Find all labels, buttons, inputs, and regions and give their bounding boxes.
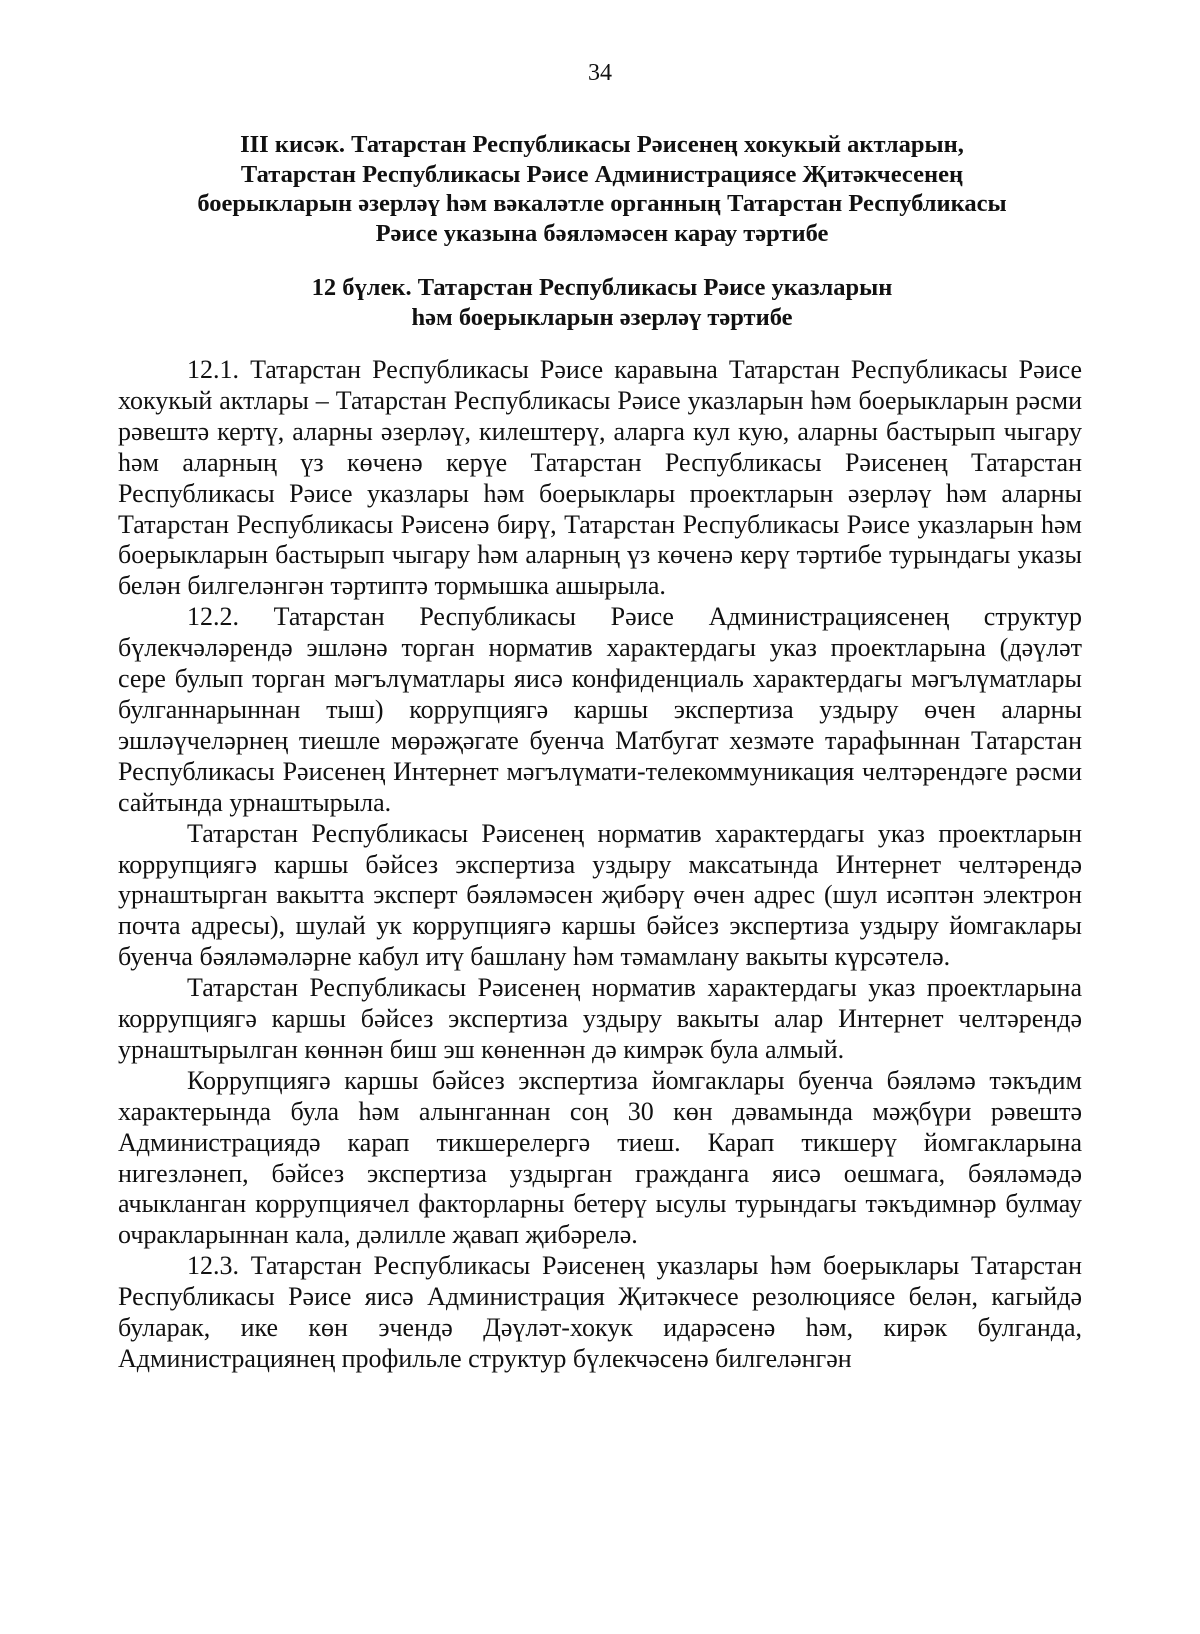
paragraph-expertise-period: Татарстан Республикасы Рәисенең норматив характердагы указ проектларына коррупциягә каршы бәйсез экспертиза уздыру вакыты алар Интернет челтәрендә урнаштырылган көннән биш эш көненнән дә кимрәк була алмый.: [118, 973, 1082, 1064]
part-title: [118, 130, 1086, 248]
paragraph-expert-address: Татарстан Республикасы Рәисенең норматив характердагы указ проектларын коррупциягә каршы бәйсез экспертиза уздыру максатында Интернет челтәрендә урнаштырган вакытта эксперт бәяләмәсен җибәрү өчен адрес (шул исәптән электрон почта адресы), шулай ук коррупциягә каршы бәйсез экспертиза уздыру йомгаклары буенча бәяләмәләрне кабул итү башлану һәм тәмамлану вакыты күрсәтелә.: [118, 818, 1082, 972]
chapter-title: [118, 273, 1086, 332]
chapter-title-line: 12 бүлек. Татарстан Республикасы Рәисе указларын: [311, 274, 893, 301]
paragraph-expertise-conclusion: Коррупциягә каршы бәйсез экспертиза йомгаклары буенча бәяләмә тәкъдим характерында була һәм алынганнан соң 30 көн дәвамында мәҗбүри рәвештә Администрациядә карап тикшерелергә тиеш. Карап тикшерү йомгакларына нигезләнеп, бәйсез экспертиза уздырган гражданга яисә оешмага, бәяләмәдә ачыкланган коррупциячел факторларны бетерү ысулы турындагы тәкъдимнәр булмау очракларыннан кала, дәлилле җавап җибәрелә.: [118, 1065, 1082, 1250]
part-title-line: боерыкларын әзерләү һәм вәкаләтле органның Татарстан Республикасы: [197, 190, 1007, 217]
paragraph-12-1: 12.1. Татарстан Республикасы Рәисе каравына Татарстан Республикасы Рәисе хокукый актлары – Татарстан Республикасы Рәисе указларын һәм боерыкларын рәсми рәвештә кертү, аларны әзерләү, килештерү, аларга кул кую, аларны бастырып чыгару һәм аларның үз көченә керүе Татарстан Республикасы Рәисенең Татарстан Республикасы Рәисе указлары һәм боерыклары проектларын әзерләү һәм аларны Татарстан Республикасы Рәисенә бирү, Татарстан Республикасы Рәисе указларын һәм боерыкларын бастырып чыгару һәм аларның үз көченә керү тәртибе турындагы указы белән билгеләнгән тәртиптә тормышка ашырыла.: [118, 355, 1082, 601]
paragraph-12-2: 12.2. Татарстан Республикасы Рәисе Администрациясенең структур бүлекчәләрендә эшләнә торган норматив характердагы указ проектларына (дәүләт сере булып торган мәгълүматлары яисә конфиденциаль характердагы мәгълүматлары булганнарыннан тыш) коррупциягә каршы экспертиза уздыру өчен аларны эшләүчеләрнең тиешле мөрәҗәгате буенча Матбугат хезмәте тарафыннан Татарстан Республикасы Рәисенең Интернет мәгълүмати-телекоммуникация челтәрендәге рәсми сайтында урнаштырыла.: [118, 602, 1082, 817]
document-body: [118, 355, 1082, 1375]
part-title-line: Рәисе указына бәяләмәсен карау тәртибе: [375, 219, 829, 247]
part-title-line: III кисәк. Татарстан Республикасы Рәисенең хокукый актларын,: [240, 131, 964, 158]
page-number: 34: [588, 60, 612, 86]
part-title-line: Татарстан Республикасы Рәисе Администрациясе Җитәкчесенең: [240, 160, 964, 188]
chapter-title-line: һәм боерыкларын әзерләү тәртибе: [411, 303, 793, 331]
paragraph-12-3: 12.3. Татарстан Республикасы Рәисенең указлары һәм боерыклары Татарстан Республикасы Рәисе яисә Администрация Җитәкчесе резолюциясе белән, кагыйдә буларак, ике көн эчендә Дәүләт-хокук идарәсенә һәм, кирәк булганда, Администрациянең профильле структур бүлекчәсенә билгеләнгән: [118, 1251, 1082, 1373]
